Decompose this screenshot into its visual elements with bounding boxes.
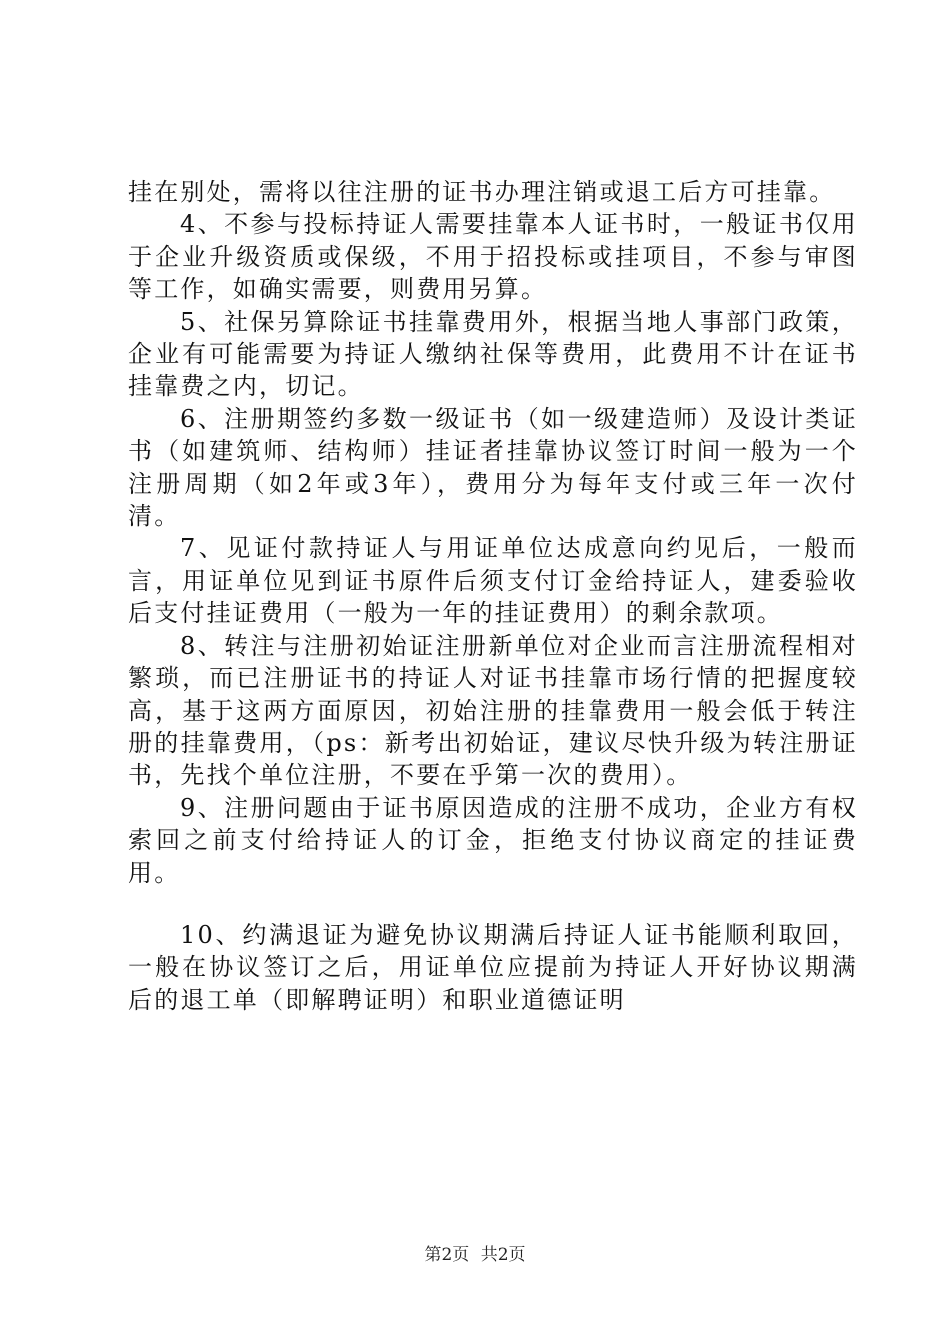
paragraph-continuation: 挂在别处，需将以往注册的证书办理注销或退工后方可挂靠。 [128,178,836,206]
paragraph-item-4: 4、不参与投标持证人需要挂靠本人证书时，一般证书仅用于企业升级资质或保级，不用于招投标或挂项目，不参与审图等工作，如确实需要，则费用另算。 [128,210,858,304]
paragraph-item-10: 10、约满退证为避免协议期满后持证人证书能顺利取回，一般在协议签订之后，用证单位应提前为持证人开好协议期满后的退工单（即解聘证明）和职业道德证明 [128,920,858,1014]
page-total: 共2页 [480,1245,526,1265]
document-body [128,176,858,1016]
paragraph-item-9: 9、注册问题由于证书原因造成的注册不成功，企业方有权索回之前支付给持证人的订金，拒绝支付协议商定的挂证费用。 [128,793,858,887]
paragraph-item-6: 6、注册期签约多数一级证书（如一级建造师）及设计类证书（如建筑师、结构师）挂证者挂靠协议签订时间一般为一个注册周期（如2年或3年），费用分为每年支付或三年一次付清。 [128,404,858,531]
paragraph-item-5: 5、社保另算除证书挂靠费用外，根据当地人事部门政策，企业有可能需要为持证人缴纳社保等费用，此费用不计在证书挂靠费之内，切记。 [128,307,858,401]
paragraph-item-8: 8、转注与注册初始证注册新单位对企业而言注册流程相对繁琐，而已注册证书的持证人对证书挂靠市场行情的把握度较高，基于这两方面原因，初始注册的挂靠费用一般会低于转注册的挂靠费用，（ps：新考出初始证，建议尽快升级为转注册证书，先找个单位注册，不要在乎第一次的费用）。 [128,631,858,790]
page-number: 第2页 [424,1245,470,1265]
page-footer [0,1245,950,1265]
paragraph-item-7: 7、见证付款持证人与用证单位达成意向约见后，一般而言，用证单位见到证书原件后须支付订金给持证人，建委验收后支付挂证费用（一般为一年的挂证费用）的剩余款项。 [128,534,858,628]
